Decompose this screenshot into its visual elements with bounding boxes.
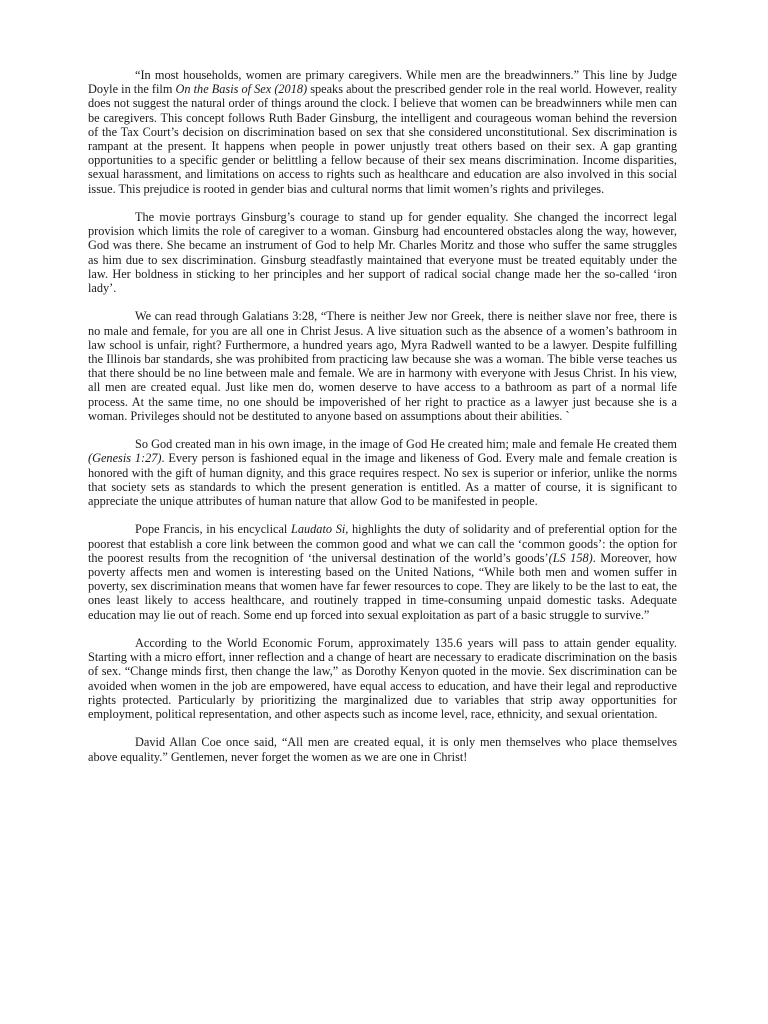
document-page (88, 68, 677, 764)
paragraph-1 (88, 68, 677, 196)
paragraph-5 (88, 522, 677, 621)
paragraph-text: . Every person is fashioned equal in the image and likeness of God. Every male and female creation is honored with the gift of human dignity, and this grace requires respect. No sex is superior or inferior, unlike the norms that society sets as standards to which the present generation is entitled. As a matter of course, it is significant to appreciate the unique attributes of human nature that allow God to be manifested in people. (88, 451, 677, 509)
paragraph-7 (88, 735, 677, 763)
bible-citation: (Genesis 1:27) (88, 451, 162, 466)
paragraph-text: “In most households, women are primary caregivers. While men are the breadwinners.” This line by Judge Doyle in the film (88, 68, 677, 97)
paragraph-text: , highlights the duty of solidarity and of preferential option for the poorest that establish a core link between the common good and what we can call the ‘common goods’: the option for the poorest results from the recognition of ‘the universal destination of the world’s goods’ (88, 522, 677, 565)
paragraph-3 (88, 309, 677, 423)
paragraph-text: We can read through Galatians 3:28, “There is neither Jew nor Greek, there is neither slave nor free, there is no male and female, for you are all one in Christ Jesus. A live situation such as the absence of a women’s bathroom in law school is unfair, right? Furthermore, a hundred years ago, Myra Radwell wanted to be a lawyer. Despite fulfilling the Illinois bar standards, she was prohibited from practicing law because she was a woman. The bible verse teaches us that there should be no line between male and female. We are in harmony with everyone with Jesus Christ. In his view, all men are created equal. Just like men do, women deserve to have access to a bathroom as part of a normal life process. At the same time, no one should be impoverished of her right to practice as a lawyer just because she is a woman. Privileges should not be destituted to anyone based on assumptions about their abilities. ` (88, 309, 677, 423)
paragraph-text: David Allan Coe once said, “All men are created equal, it is only men themselves who place themselves above equality.” Gentlemen, never forget the women as we are one in Christ! (88, 735, 677, 764)
paragraph-2 (88, 210, 677, 295)
paragraph-text: So God created man in his own image, in the image of God He created him; male and female He created them (135, 437, 677, 452)
paragraph-text: According to the World Economic Forum, approximately 135.6 years will pass to attain gender equality. Starting with a micro effort, inner reflection and a change of heart are necessary to eradicate discrimination on the basis of sex. “Change minds first, then change the law,” as Dorothy Kenyon quoted in the movie. Sex discrimination can be avoided when women in the job are empowered, have equal access to education, and have their legal and reproductive rights protected. Particularly by prioritizing the marginalized due to variables that strip away opportunities for employment, political representation, and other aspects such as income level, race, ethnicity, and sexual orientation. (88, 636, 677, 722)
encyclical-title: Laudato Si (291, 522, 346, 537)
film-title: On the Basis of Sex (2018) (175, 82, 308, 97)
paragraph-text: speaks about the prescribed gender role in the real world. However, reality does not suggest the natural order of things around the clock. I believe that women can be breadwinners while men can be caregivers. This concept follows Ruth Bader Ginsburg, the intelligent and courageous woman behind the reversion of the Tax Court’s decision on discrimination based on sex that she considered unconstitutional. Sex discrimination is rampant at the present. It happens when people in power unjustly treat others based on their sex. A gap granting opportunities to a specific gender or belittling a fellow because of their sex means discrimination. Income disparities, sexual harassment, and limitations on access to rights such as healthcare and education are also involved in this social issue. This prejudice is rooted in gender bias and cultural norms that limit women’s rights and privileges. (88, 82, 677, 196)
paragraph-6 (88, 636, 677, 721)
encyclical-citation: (LS 158) (548, 550, 593, 565)
paragraph-text: Pope Francis, in his encyclical (135, 522, 292, 537)
paragraph-4 (88, 437, 677, 508)
paragraph-text: The movie portrays Ginsburg’s courage to stand up for gender equality. She changed the incorrect legal provision which limits the role of caregiver to a woman. Ginsburg had encountered obstacles along the way, however, God was there. She became an instrument of God to help Mr. Charles Moritz and those who suffer the same struggles as him due to sex discrimination. Ginsburg steadfastly maintained that everyone must be treated equitably under the law. Her boldness in sticking to her principles and her support of radical social change made her the so-called ‘iron lady’. (88, 210, 677, 296)
paragraph-text: . Moreover, how poverty affects men and women is interesting based on the United Nations, “While both men and women suffer in poverty, sex discrimination means that women have far fewer resources to cope. They are likely to be the last to eat, the ones least likely to access healthcare, and routinely trapped in time-consuming unpaid domestic tasks. Adequate education may lie out of reach. Some end up forced into sexual exploitation as part of a basic struggle to survive.” (88, 550, 678, 622)
